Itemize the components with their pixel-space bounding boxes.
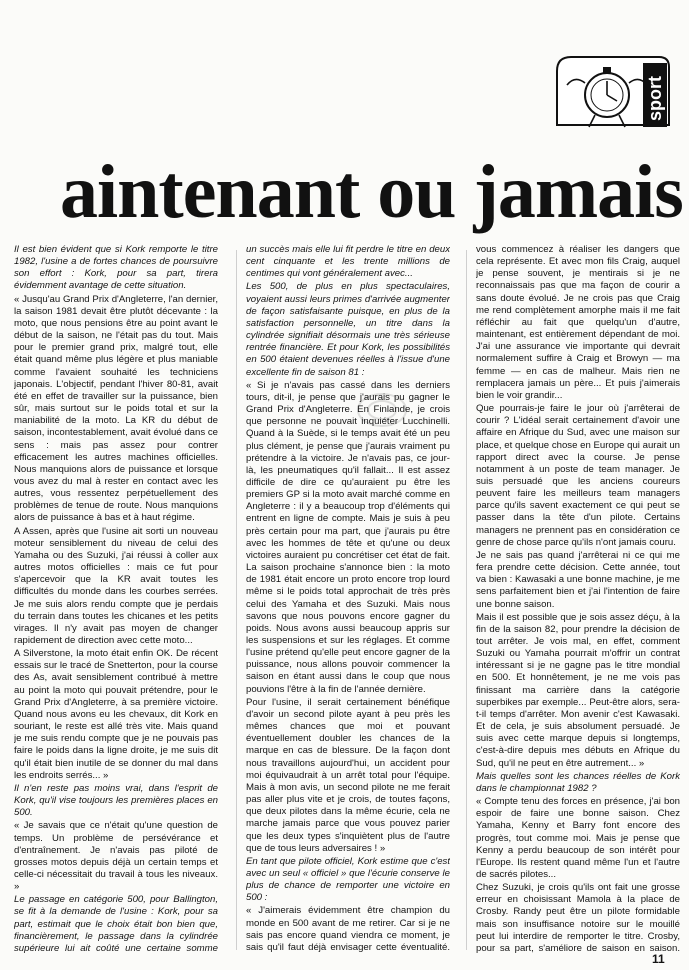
article-paragraph: Pour l'usine, il serait certainement bénéfique d'avoir un second pilote ayant à peu près les mêmes chances que moi et pouvant éventuellement doubler les chances de la marque en cas de blessure. De la façon dont nous travaillons aujourd'hui, un accident pour moi équivaudrait à un arrêt total pour l'équipe. Mais à mon avis, un second pilote ne me ferait pas aller plus vite et je crois, de toutes façons, que deux pilotes dans la même écurie, cela ne marche jamais parce que vous pouvez parier que les deux types s'inquiètent plus de l'autre que de tous leurs adversaires ! » bbox=[246, 696, 450, 854]
sport-logo bbox=[555, 55, 671, 139]
article-paragraph: En tant que pilote officiel, Kork estime que c'est avec un seul « officiel » que l'écurie conserve le plus de chance de remporter une victoire en 500 : bbox=[246, 855, 450, 904]
article-column-3 bbox=[476, 244, 680, 954]
stopwatch-icon bbox=[555, 55, 671, 139]
article-paragraph: vous commencez à réaliser les dangers que cela représente. Et avec mon fils Craig, auquel je pense souvent, je mentirais si je ne reconnaissais pas que ma façon de courir a sans doute évolué. Je ne crois pas que Craig me rend complètement amorphe mais il me fait réfléchir au fait que quelqu'un d'autre, maintenant, est entièrement dépendant de moi. J'ai une assurance vie importante qui devrait normalement suffire à Craig et Browyn — ma femme — en cas de malheur. Mais rien ne remplacera jamais un père... Et puis j'aimerais bien le voir grandir... bbox=[476, 244, 680, 401]
article-paragraph: Le passage en catégorie 500, pour Ballington, se fit à la demande de l'usine : Kork, pour sa part, estimait que le choix était bon bien que, financièrement, le passage dans la cylindrée supérieure lui ait coûté une certaine somme bbox=[14, 894, 218, 954]
column-divider bbox=[236, 250, 237, 950]
article-paragraph: « Jusqu'au Grand Prix d'Angleterre, l'an dernier, la saison 1981 devait être plutôt décevante : la moto, que nous pensions être au point avant le début de la saison, ne l'était pas du tout. Mais pour le premier grand prix, malgré tout, elle était quand même plus légère et plus maniable comme l'avaient souhaité les techniciens japonais. L'objectif, pendant l'hiver 80-81, avait été en effet de travailler sur la puissance, bien sûr, mais surtout sur le poids total et sur la maniabilité de la moto. La KR du début de saison, incontestablement, avait évolué dans ce sens : mais pas assez pour contrer efficacement les autres machines officielles. Nous manquions alors de puissance et lorsque vous avez du mal à rester en contact avec les autres, vous ressentez perpétuellement des problèmes de tenue de route. Nous manquions alors de puissance à bas et à haut régime. bbox=[14, 293, 218, 524]
article-paragraph: « Je savais que ce n'était qu'une question de temps. Un problème de persévérance et d'entraînement. Je n'avais pas piloté de grosses motos depuis déjà un certain temps et celle-ci nécessitait du travail à tous les niveaux. » bbox=[14, 820, 218, 893]
article-paragraph: Chez Suzuki, je crois qu'ils ont fait une grosse erreur en choisissant Mamola à la place de Crosby. Randy peut être un pilote formidable mais son insuffisance notoire sur le mouillé peut lui interdire de remporter le titre. Crosby, pour sa part, s'améliore de saison en saison. bbox=[476, 882, 680, 954]
article-paragraph: « Si je n'avais pas cassé dans les derniers tours, dit-il, je pense que j'aurais pu gagner le Grand Prix d'Angleterre. En Finlande, je crois que personne ne pouvait inquiéter Lucchinelli. Quand à la Suède, si le temps avait été un peu plus clément, je pense que j'aurais vraiment pu prétendre à la victoire. Je n'avais pas, ce jour-là, les pneumatiques qu'il fallait... Il est assez difficile de dire ce qu'auraient pu être les premiers GP si la moto avait marché comme en Angleterre : il y a beaucoup trop d'éléments qui entrent en ligne de compte. Mais je suis à peu près certain pour ma part, que j'aurais pu être avec les hommes de tête et qu'une ou deux victoires auraient pu concrétiser cet état de fait. La saison prochaine s'annonce bien : la moto de 1981 était encore un proto encore trop lourd même si le poids total approchait de très près celui des Yamaha et des Suzuki. Mais nous savons que nous pouvons encore gagner du poids. Nous avons aussi beaucoup appris sur les suspensions et sur les réglages. Et comme l'usine prétend qu'elle peut encore gagner de la puissance, nous allons pouvoir commencer la saison en étant aussi dans le coup que nous pouvions l'être à la fin de l'année dernière. bbox=[246, 379, 450, 695]
article-column-2 bbox=[246, 244, 450, 954]
column-divider bbox=[466, 250, 467, 950]
article-paragraph: Je ne sais pas quand j'arrêterai ni ce qui me fera prendre cette décision. Cette année, tout va bien : Kawasaki a une bonne machine, je me sens parfaitement bien et j'ai l'intention de faire une bonne saison. bbox=[476, 549, 680, 610]
logo-text: sport bbox=[645, 76, 665, 121]
article-paragraph: Les 500, de plus en plus spectaculaires, voyaient aussi leurs primes d'arrivée augmenter de façon satisfaisante puisque, en plus de la satisfaction personnelle, un titre dans la cylindrée signifiait désormais une très sérieuse rentrée financière. Et pour Kork, les possibilités en 500 étaient devenues réelles à l'issue d'une excellente fin de saison 81 : bbox=[246, 281, 450, 378]
article-title: aintenant ou jamais bbox=[60, 150, 683, 234]
page-number: 11 bbox=[652, 952, 665, 966]
article-paragraph: un succès mais elle lui fit perdre le titre en deux cent cinquante et les trente millions de centimes qui vont généralement avec... bbox=[246, 244, 450, 280]
article-paragraph: Il n'en reste pas moins vrai, dans l'esprit de Kork, qu'il vise toujours les premières places en 500. bbox=[14, 782, 218, 819]
article-column-1 bbox=[14, 244, 218, 954]
article-paragraph: « J'aimerais évidemment être champion du monde en 500 avant de me retirer. Car si je ne sais pas encore quand viendra ce moment, je sais qu'il faut déjà envisager cette éventualité. bbox=[246, 905, 450, 953]
article-paragraph: A Silverstone, la moto était enfin OK. De récent essais sur le tracé de Snetterton, pour la course des As, avait sensiblement contribué à mettre au point la moto qui pouvait prétendre, pour le Grand Prix d'Angleterre, à sa première victoire. Quand nous avons eu les chevaux, dit Kork en souriant, le reste est allé très vite. Mais quand je me suis rendu compte que je ne pouvais pas faire le poids dans la ligne droite, je me suis dit qu'il était bien inutile de se donner du mal dans les endroits serrés... » bbox=[14, 648, 218, 781]
article-paragraph: Il est bien évident que si Kork remporte le titre 1982, l'usine a de fortes chances de poursuivre son effort : Kork, pour sa part, tirera évidemment avantage de cette situation. bbox=[14, 244, 218, 292]
article-paragraph: A Assen, après que l'usine ait sorti un nouveau moteur sensiblement du niveau de celui des Yamaha ou des Suzuki, j'ai réussi à coller aux autres motos officielles : mais ce fut pour s'apercevoir que la KR avait toutes les difficultés du monde dans les courbes serrées. Je me suis alors rendu compte que je perdais du terrain dans toutes les chicanes et les petits virages. Il n'y avait pas moyen de changer rapidement de direction avec cette moto... bbox=[14, 525, 218, 646]
article-paragraph: « Compte tenu des forces en présence, j'ai bon espoir de faire une bonne saison. Chez Yamaha, Kenny et Barry font encore des progrès, tout comme moi. Mais je pense que Kenny a perdu beaucoup de son intérêt pour l'Europe. Ils restent quand même l'un et l'autre de sacrés pilotes... bbox=[476, 796, 680, 880]
article-paragraph: Que pourrais-je faire le jour où j'arrêterai de courir ? L'idéal serait certainement d'avoir une affaire en Afrique du Sud, avec une maison sur place, et quelque chose en Europe qui aurait un rapport direct avec la course. Je pense notamment à un poste de team manager. Je suis persuadé que les anciens coureurs peuvent faire les meilleurs team managers parce qu'ils savent exactement ce qui peut se passer dans la tête d'un pilote. Certains managers ne prennent pas en considération ce genre de chose parce qu'ils n'ont jamais couru. bbox=[476, 403, 680, 548]
article-paragraph: Mais il est possible que je sois assez déçu, à la fin de la saison 82, pour prendre la décision de tout arrêter. Je vois mal, en effet, comment Suzuki ou Yamaha pourrait m'offrir un contrat intéressant si je ne gagne pas le titre mondial en 500. Et honnêtement, je ne me vois pas finissant ma carrière dans la catégorie superbikes par exemple... Peut-être alors, sera-t-il temps d'arrêter. Mon avenir c'est Kawasaki. Et de cela, je suis absolument persuadé. Je suis avec cette marque depuis si longtemps, c'est-à-dire depuis mes débuts en Afrique du Sud, qu'il ne peut en être autrement... » bbox=[476, 611, 680, 769]
article-paragraph: Mais quelles sont les chances réelles de Kork dans le championnat 1982 ? bbox=[476, 770, 680, 794]
